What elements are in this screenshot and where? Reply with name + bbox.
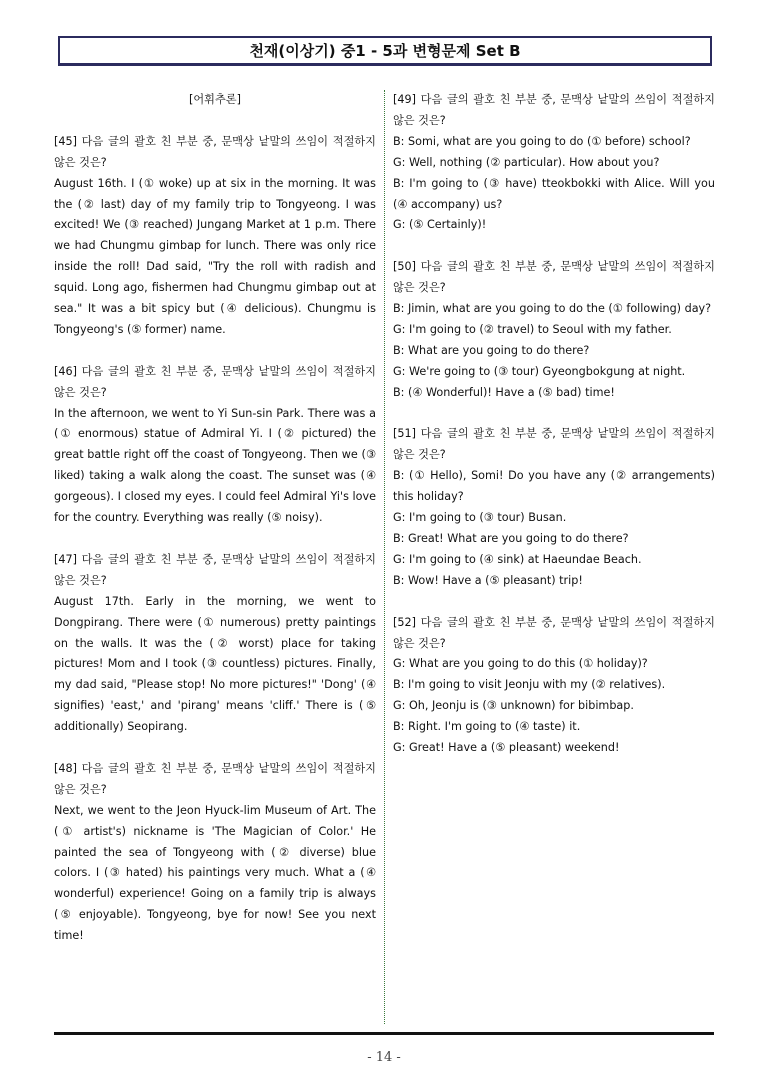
question-number: [52] xyxy=(393,615,416,629)
question-text-line: B: Jimin, what are you going to do the (① following) day? xyxy=(393,302,712,316)
question-text-line: August 17th. Early in the morning, we went to Dongpirang. There were (① numerous) pretty paintings on the walls. It was the (② worst) place for taking pictures! Mom and I took (③ countless) pictures. Finally, my dad said, "Please stop! No more pictures!" 'Dong' (④ signifies) 'east,' and 'pirang' means 'cliff.' There is (⑤ additionally) Seopirang. xyxy=(54,594,376,734)
question-text-line: G: I'm going to (③ tour) Busan. xyxy=(393,511,567,525)
question-text-line: August 16th. I (① woke) up at six in the morning. It was the (② last) day of my family trip to Tongyeong. I was excited! We (③ reached) Jungang Market at 1 p.m. There we had Chungmu gimbap for lunch. There was only rice inside the roll! Dad said, "Try the roll with radish and squid. Long ago, fishermen had Chungmu gimbap out at sea." It was a bit spicy but (④ delicious). Chungmu is Tongyeong's (⑤ former) name. xyxy=(54,176,376,336)
question-number: [46] xyxy=(54,364,77,378)
question-text-line: G: I'm going to (② travel) to Seoul with my father. xyxy=(393,322,672,336)
question-text-line: G: (⑤ Certainly)! xyxy=(393,218,487,232)
question-text-line: Next, we went to the Jeon Hyuck-lim Museum of Art. The (① artist's) nickname is 'The Magician of Color.' He painted the sea of Tongyeong with (② diverse) blue colors. I (③ hated) his paintings very much. What a (④ wonderful) experience! Going on a family trip is always (⑤ enjoyable). Tongyeong, bye for now! See you next time! xyxy=(54,803,376,943)
question-text-line: B: I'm going to (③ have) tteokbokki with Alice. Will you (④ accompany) us? xyxy=(393,176,715,211)
question-text-line: B: (① Hello), Somi! Do you have any (② arrangements) this holiday? xyxy=(393,469,715,504)
question-block xyxy=(393,90,715,236)
page-number: - 14 - xyxy=(367,1050,401,1065)
question-text-line: G: I'm going to (④ sink) at Haeundae Beach. xyxy=(393,552,642,566)
question-instruction: 다음 글의 괄호 친 부분 중, 문맥상 낱말의 쓰임이 적절하지 않은 것은? xyxy=(393,260,715,295)
question-text-line: B: What are you going to do there? xyxy=(393,343,590,357)
question-block xyxy=(54,550,376,738)
column-divider xyxy=(384,90,385,1024)
question-prompt xyxy=(393,613,715,655)
question-number: [45] xyxy=(54,134,77,148)
question-prompt xyxy=(54,362,376,404)
question-block xyxy=(54,362,376,529)
question-prompt xyxy=(393,424,715,466)
question-block xyxy=(393,257,715,403)
section-label: [어휘추론] xyxy=(189,93,241,106)
question-text-line: B: I'm going to visit Jeonju with my (② relatives). xyxy=(393,678,666,692)
question-prompt xyxy=(393,257,715,299)
question-text-line: G: Well, nothing (② particular). How about you? xyxy=(393,155,660,169)
question-text-line: B: Somi, what are you going to do (① before) school? xyxy=(393,134,691,148)
question-prompt xyxy=(393,90,715,132)
question-instruction: 다음 글의 괄호 친 부분 중, 문맥상 낱말의 쓰임이 적절하지 않은 것은? xyxy=(54,761,376,796)
question-prompt xyxy=(54,759,376,801)
question-number: [48] xyxy=(54,761,77,775)
question-text-line: B: Right. I'm going to (④ taste) it. xyxy=(393,720,581,734)
question-text-line: G: Oh, Jeonju is (③ unknown) for bibimbap. xyxy=(393,699,634,713)
question-prompt xyxy=(54,132,376,174)
question-instruction: 다음 글의 괄호 친 부분 중, 문맥상 낱말의 쓰임이 적절하지 않은 것은? xyxy=(54,552,376,587)
question-text-line: G: What are you going to do this (① holiday)? xyxy=(393,657,648,671)
left-column xyxy=(54,90,376,968)
question-text-line: G: We're going to (③ tour) Gyeongbokgung at night. xyxy=(393,364,686,378)
question-text-line: G: Great! Have a (⑤ pleasant) weekend! xyxy=(393,741,620,755)
question-instruction: 다음 글의 괄호 친 부분 중, 문맥상 낱말의 쓰임이 적절하지 않은 것은? xyxy=(54,364,376,399)
question-number: [51] xyxy=(393,427,416,441)
question-number: [50] xyxy=(393,260,416,274)
question-instruction: 다음 글의 괄호 친 부분 중, 문맥상 낱말의 쓰임이 적절하지 않은 것은? xyxy=(393,93,715,127)
question-block xyxy=(393,613,715,759)
question-text-line: B: (④ Wonderful)! Have a (⑤ bad) time! xyxy=(393,385,615,399)
question-number: [49] xyxy=(393,93,416,106)
question-text-line: B: Great! What are you going to do there? xyxy=(393,532,629,545)
right-column xyxy=(393,90,715,780)
question-instruction: 다음 글의 괄호 친 부분 중, 문맥상 낱말의 쓰임이 적절하지 않은 것은? xyxy=(393,615,715,650)
question-block xyxy=(393,424,715,591)
question-instruction: 다음 글의 괄호 친 부분 중, 문맥상 낱말의 쓰임이 적절하지 않은 것은? xyxy=(393,427,715,462)
question-instruction: 다음 글의 괄호 친 부분 중, 문맥상 낱말의 쓰임이 적절하지 않은 것은? xyxy=(54,134,376,169)
footer-rule xyxy=(54,1032,714,1035)
question-block xyxy=(54,132,376,341)
question-block xyxy=(54,759,376,947)
question-text-line: B: Wow! Have a (⑤ pleasant) trip! xyxy=(393,573,583,587)
question-prompt xyxy=(54,550,376,592)
question-text-line: In the afternoon, we went to Yi Sun-sin Park. There was a (① enormous) statue of Admiral Yi. I (② pictured) the great battle right off the coast of Tongyeong. Then we (③ liked) taking a walk along the coast. The sunset was (④ gorgeous). I closed my eyes. I could feel Admiral Yi's love for the country. Everything was really (⑤ noisy). xyxy=(54,406,376,525)
question-number: [47] xyxy=(54,552,77,566)
page-title: 천재(이상기) 중1 - 5과 변형문제 Set B xyxy=(58,36,712,66)
